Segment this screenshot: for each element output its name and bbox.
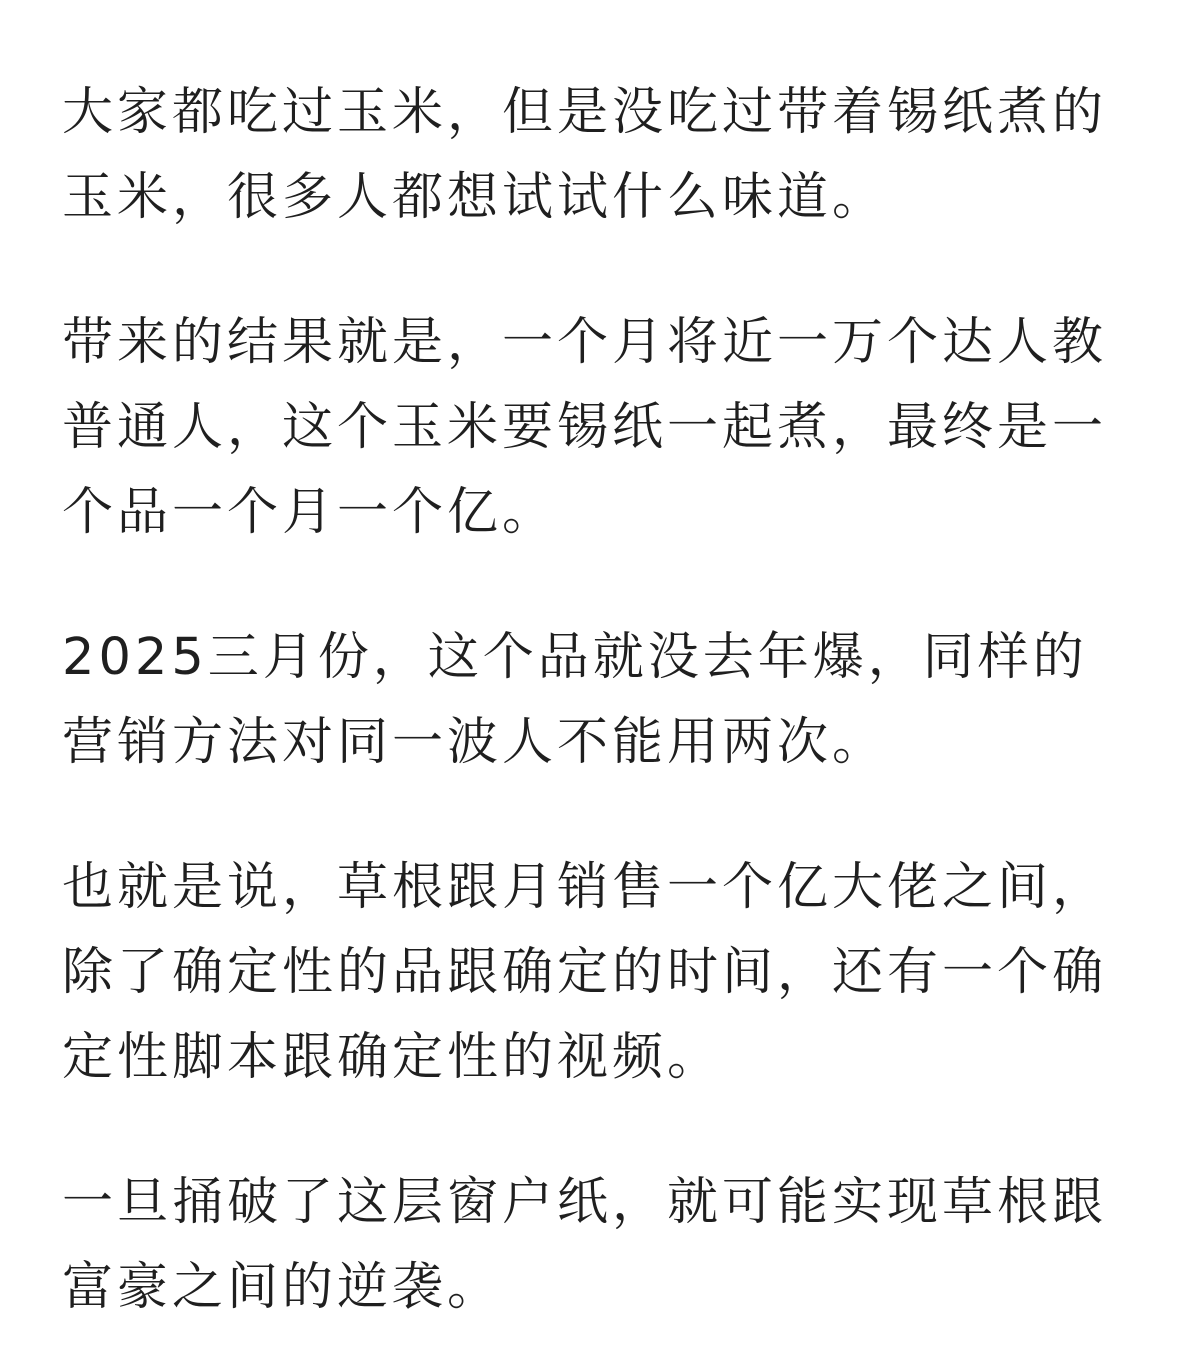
paragraph: 带来的结果就是，一个月将近一万个达人教 普通人，这个玉米要锡纸一起煮，最终是一 个品一个月一个亿。 — [62, 313, 1108, 542]
paragraph: 大家都吃过玉米，但是没吃过带着锡纸煮的 玉米，很多人都想试试什么味道。 — [62, 83, 1108, 227]
paragraph: 也就是说，草根跟月销售一个亿大佬之间， 除了确定性的品跟确定的时间，还有一个确 定性脚本跟确定性的视频。 — [62, 858, 1108, 1087]
paragraph: 2025三月份，这个品就没去年爆，同样的 营销方法对同一波人不能用两次。 — [62, 628, 1088, 772]
article-body — [62, 70, 1122, 1330]
paragraph: 一旦捅破了这层窗户纸，就可能实现草根跟 富豪之间的逆袭。 — [62, 1173, 1108, 1317]
